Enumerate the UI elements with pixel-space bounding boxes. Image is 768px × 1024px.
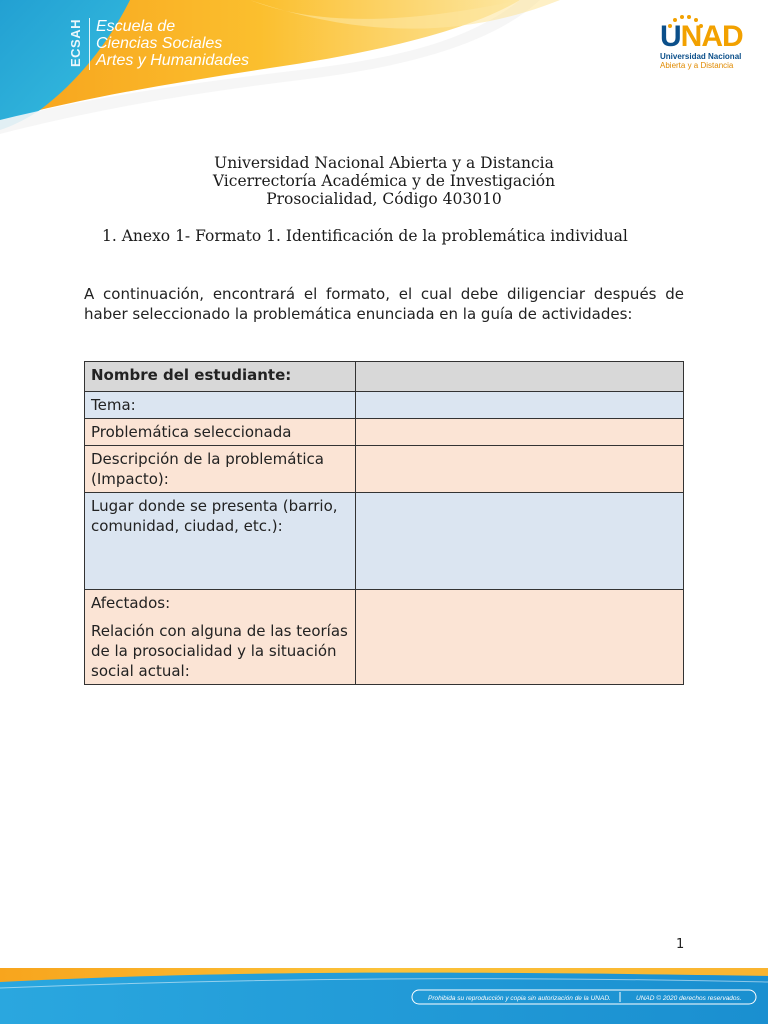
school-line-2: Ciencias Sociales <box>96 35 223 52</box>
afectados-cell <box>85 590 356 685</box>
tema-field[interactable] <box>356 392 684 419</box>
school-line-1: Escuela de <box>96 18 176 35</box>
table-row <box>85 493 684 590</box>
unad-wordmark: UNAD <box>660 20 743 53</box>
section-title: 1. Anexo 1- Formato 1. Identificación de la problemática individual <box>102 227 628 245</box>
problematica-field[interactable] <box>356 419 684 446</box>
identification-form-table <box>84 361 684 685</box>
descripcion-field[interactable] <box>356 446 684 493</box>
footer-rights-notice: UNAD © 2020 derechos reservados. <box>636 995 742 1002</box>
student-name-field[interactable] <box>356 362 684 392</box>
afectados-field[interactable] <box>356 590 684 685</box>
table-row <box>85 419 684 446</box>
intro-paragraph: A continuación, encontrará el formato, el cual debe diligenciar después de haber seleccionado la problemática enunciada en la guía de actividades: <box>84 285 684 323</box>
school-logo <box>68 18 249 70</box>
logo-divider <box>89 18 90 70</box>
school-line-3: Artes y Humanidades <box>96 52 249 69</box>
ecsah-vertical-text: ECSAH <box>68 19 83 68</box>
lugar-label: Lugar donde se presenta (barrio, comunidad, ciudad, etc.): <box>85 493 356 590</box>
footer-copyright-notice: Prohibida su reproducción y copia sin autorización de la UNAD. <box>428 995 611 1002</box>
title-line-2: Vicerrectoría Académica y de Investigación <box>212 172 556 190</box>
table-row <box>85 392 684 419</box>
document-titles <box>0 154 768 208</box>
student-name-label: Nombre del estudiante: <box>85 362 356 392</box>
afectados-label: Afectados: <box>91 594 171 612</box>
unad-logo <box>660 14 750 70</box>
lugar-field[interactable] <box>356 493 684 590</box>
problematica-label: Problemática seleccionada <box>85 419 356 446</box>
table-row <box>85 446 684 493</box>
page-number: 1 <box>676 937 685 952</box>
logo-subtitle-2: Abierta y a Distancia <box>660 61 734 70</box>
tema-label: Tema: <box>85 392 356 419</box>
table-row <box>85 590 684 685</box>
descripcion-label: Descripción de la problemática (Impacto): <box>85 446 356 493</box>
table-row <box>85 362 684 392</box>
title-line-1: Universidad Nacional Abierta y a Distancia <box>214 154 554 172</box>
title-line-3: Prosocialidad, Código 403010 <box>266 190 502 208</box>
relacion-label: Relación con alguna de las teorías de la prosocialidad y la situación social actual: <box>91 622 348 680</box>
logo-subtitle-1: Universidad Nacional <box>660 52 742 61</box>
